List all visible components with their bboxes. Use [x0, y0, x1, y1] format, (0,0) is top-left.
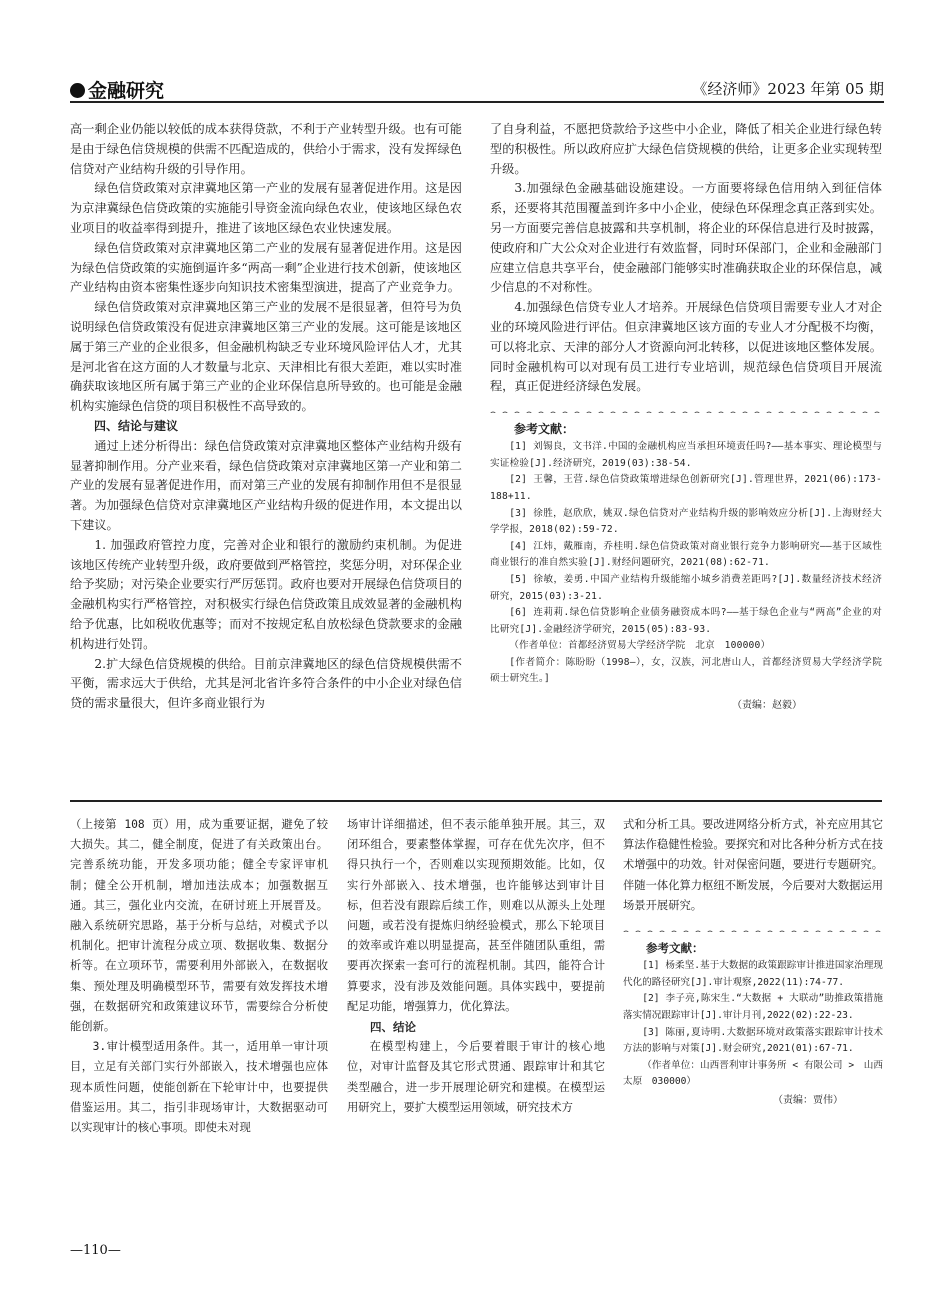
- paragraph: 2.扩大绿色信贷规模的供给。目前京津冀地区的绿色信贷规模供需不平衡，需求远大于供给，尤其是河北省许多符合条件的中小企业对绿色信贷的需求量很大，但许多商业银行为: [70, 656, 462, 711]
- reference-item: [1] 刘锡良，文书洋.中国的金融机构应当承担环境责任吗?——基本事实、理论模型与实证检验[J].经济研究，2019(03):38-54.: [490, 441, 882, 469]
- bullet-dot-icon: [70, 83, 85, 98]
- paragraph: 了自身利益，不愿把贷款给予这些中小企业，降低了相关企业进行绿色转型的积极性。所以政府应扩大绿色信贷规模的供给，让更多企业实现转型升级。: [490, 122, 882, 176]
- section-heading: 四、结论与建议: [94, 418, 179, 433]
- paragraph: 式和分析工具。要改进网络分析方式，补充应用其它算法作稳健性检验。要探究和对比各种分析方式在技术增强中的功效。针对保密问题，要进行专题研究。伴随一体化算力枢纽不断发展，今后要对大数据运用场景开展研究。: [623, 818, 883, 912]
- reference-item: [3] 徐胜，赵欣欣，姚双.绿色信贷对产业结构升级的影响效应分析[J].上海财经大学学报，2018(02):59-72.: [490, 507, 882, 536]
- paragraph: 3.审计模型适用条件。其一，适用单一审计项目，立足有关部门实行外部嵌入，技术增强也应体现本质性问题，使能创新在下轮审计中，也要提供借鉴运用。其二，指引非现场审计，大数据驱动可以实现审计的核心事项。即使未对现: [70, 1040, 328, 1135]
- reference-item: [2] 王馨，王营.绿色信贷政策增进绿色创新研究[J].管理世界，2021(06):173-188+11.: [490, 474, 882, 502]
- references-title: 参考文献：: [514, 422, 575, 437]
- reference-item: [6] 连莉莉.绿色信贷影响企业债务融资成本吗?——基于绿色企业与“两高”企业的对比研究[J].金融经济学研究，2015(05):83-93.: [490, 607, 882, 635]
- reference-item: [4] 江炜，戴雁南，乔桂明.绿色信贷政策对商业银行竞争力影响研究——基于区域性商业银行的准自然实验[J].财经问题研究，2021(08):62-71.: [490, 540, 882, 569]
- paragraph: 绿色信贷政策对京津冀地区第三产业的发展不是很显著，但符号为负说明绿色信贷政策没有促进京津冀地区第三产业的发展。这可能是该地区属于第三产业的企业很多，但金融机构缺乏专业环境风险评估人才，尤其是河北省在这方面的人才数量与北京、天津相比有很大差距，难以实时准确获取该地区所有属于第三产业的企业环保信息所导致的。也可能是金融机构实施绿色信贷的项目积极性不高导致的。: [70, 300, 462, 414]
- bottom-column-1: [70, 815, 328, 1138]
- references-list: [490, 439, 882, 688]
- reference-item: [2] 李子亮,陈宋生.“大数据 + 大联动”助推政策措施落实情况跟踪审计[J].审计月刊,2022(02):22-23.: [623, 993, 883, 1021]
- page-number: —110—: [70, 1243, 121, 1258]
- article-divider: [70, 800, 882, 802]
- paragraph: 通过上述分析得出：绿色信贷政策对京津冀地区整体产业结构升级有显著抑制作用。分产业来看，绿色信贷政策对京津冀地区第一产业和第二产业的发展有显著促进作用，而对第三产业的发展有抑制作用但不是很显著。为加强绿色信贷对京津冀地区产业结构升级的促进作用，本文提出以下建议。: [70, 438, 462, 532]
- paragraph: 3.加强绿色金融基础设施建设。一方面要将绿色信用纳入到征信体系，还要将其范围覆盖到许多中小企业，使绿色环保理念真正落到实处。另一方面要完善信息披露和共享机制，将企业的环保信息进行及时披露，使政府和广大公众对企业进行有效监督，同时环保部门，企业和金融部门应建立信息共享平台，使金融部门能够实时准确获取企业的环保信息，减少信息的不对称性。: [490, 181, 882, 295]
- wavy-divider: [490, 405, 882, 413]
- paragraph: 高一剩企业仍能以较低的成本获得贷款，不利于产业转型升级。也有可能是由于绿色信贷规模的供需不匹配造成的，供给小于需求，没有发挥绿色信贷对产业结构升级的引导作用。: [70, 122, 462, 176]
- bottom-column-3: [623, 815, 883, 1111]
- wavy-divider: [623, 924, 883, 932]
- top-right-column: [490, 120, 882, 716]
- editor-note: （责编：贾伟）: [773, 1094, 843, 1106]
- paragraph: 绿色信贷政策对京津冀地区第一产业的发展有显著促进作用。这是因为京津冀绿色信贷政策的实施能引导资金流向绿色农业，使该地区绿色农业项目的收益率得到提升，推进了该地区绿色农业快速发展。: [70, 181, 462, 235]
- page-header: [70, 70, 884, 110]
- reference-item: [3] 陈丽,夏诗明.大数据环境对政策落实跟踪审计技术方法的影响与对策[J].财会研究,2021(01):67-71.: [623, 1026, 883, 1055]
- paragraph: 绿色信贷政策对京津冀地区第二产业的发展有显著促进作用。这是因为绿色信贷政策的实施倒逼许多“两高一剩”企业进行技术创新，使该地区产业结构由资本密集性逐步向知识技术密集型演进，提高了产业竞争力。: [70, 240, 462, 295]
- author-affiliation: （作者单位：山西晋利审计事务所 < 有限公司 > 山西太原 030000）: [623, 1059, 883, 1088]
- paragraph: （上接第 108 页）用，成为重要证据，避免了较大损失。其二，健全制度，促进了有关政策出台。完善系统功能，开发多项功能；健全专家评审机制；健全公开机制，增加违法成本；加强数据互通。其三，强化业内交流，在研讨班上开展晋及。融入系统研究思路，基于分析与总结，对模式予以机制化。把审计流程分成立项、数据收集、数据分析等。在立项环节，需要利用外部嵌入，在数据收集、预处理及明确模型环节，需要有效发挥技术增强，在数据研究和政策建议环节，需要综合分析使能创新。: [70, 818, 328, 1034]
- author-affiliation: （作者单位：首都经济贸易大学经济学院 北京 100000）: [509, 640, 771, 652]
- journal-issue: 《经济师》2023 年第 05 期: [692, 80, 884, 98]
- paragraph: 场审计详细描述，但不表示能单独开展。其三，双闭环组合，要素整体掌握，可存在优先次序，但不得只执行一个，否则难以实现预期效能。比如，仅实行外部嵌入、技术增强，也许能够达到审计目标，但若没有跟踪后续工作，则难以从源头上处理问题，或若没有提炼归纳经验模式，那么下轮项目的效率或许难以明显提高，甚至伴随团队重组，需要再次探索一套可行的流程机制。其四，能符合计算要求，没有涉及效能问题。具体实践中，要提前配足功能，增强算力，优化算法。: [347, 818, 605, 1013]
- reference-item: [5] 徐敏，姜勇.中国产业结构升级能缩小城乡消费差距吗?[J].数量经济技术经济研究，2015(03):3-21.: [490, 573, 882, 602]
- editor-note: （责编：赵毅）: [732, 700, 802, 712]
- header-rule: [70, 101, 884, 103]
- top-left-column: [70, 120, 462, 714]
- wavy-line-icon: [490, 410, 882, 413]
- section-title: [70, 76, 164, 103]
- paragraph: 4.加强绿色信贷专业人才培养。开展绿色信贷项目需要专业人才对企业的环境风险进行评估。但京津冀地区该方面的专业人才分配极不均衡，可以将北京、天津的部分人才资源向河北转移，以促进该地区整体发展。同时金融机构可以对现有员工进行专业培训，规范绿色信贷项目开展流程，真正促进经济绿色发展。: [490, 300, 882, 394]
- section-heading: 四、结论: [370, 1020, 416, 1035]
- section-title-text: 金融研究: [88, 80, 165, 102]
- paragraph: 1. 加强政府管控力度，完善对企业和银行的激励约束机制。为促进该地区传统产业转型升级，政府要做到严格管控，奖惩分明，对环保企业给予奖励；对污染企业要实行严厉惩罚。政府也要对开展绿色信贷项目的金融机构实行严格管控，对积极实行绿色信贷政策且成效显著的金融机构给予优惠，比如税收优惠等；而对不按规定私自放松绿色贷款要求的金融机构进行处罚。: [70, 537, 462, 651]
- paragraph: 在模型构建上，今后要着眼于审计的核心地位，对审计监督及其它形式贯通、跟踪审计和其它类型融合，进一步开展理论研究和建模。在模型运用研究上，要扩大模型运用领域，研究技术方: [347, 1040, 605, 1114]
- wavy-line-icon: [623, 929, 883, 932]
- author-bio: [作者简介：陈盼盼（1998—），女，汉族，河北唐山人，首都经济贸易大学经济学院硕士研究生。]: [490, 656, 882, 685]
- references-list: [623, 958, 883, 1091]
- bottom-column-2: [347, 815, 605, 1118]
- reference-item: [1] 杨柔坚.基于大数据的政策跟踪审计推进国家治理现代化的路径研究[J].审计观察,2022(11):74-77.: [623, 960, 883, 988]
- references-title: 参考文献：: [646, 941, 704, 956]
